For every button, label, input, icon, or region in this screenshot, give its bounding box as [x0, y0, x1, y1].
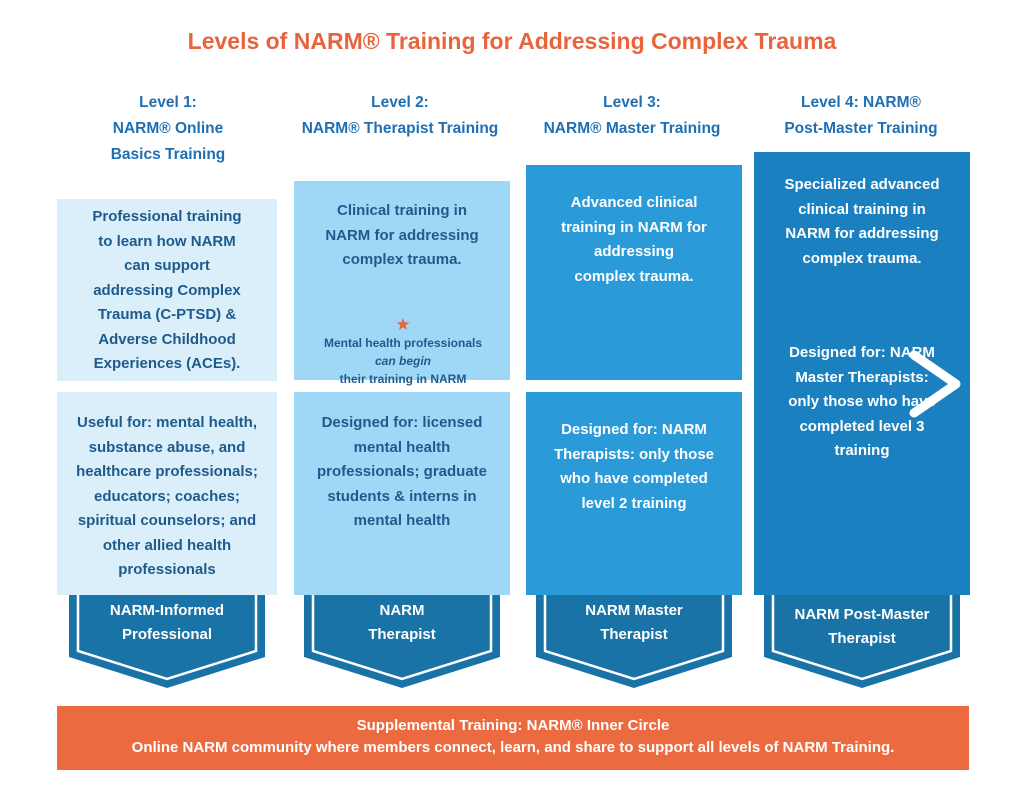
level-2-heading: Level 2: NARM® Therapist Training	[301, 94, 499, 137]
level-1-description: Professional training to learn how NARM can support addressing Complex Trauma (C-PTSD) & Adverse Childhood Experiences (ACEs).	[57, 199, 277, 381]
star-icon: ★	[395, 315, 411, 334]
level-1-badge: NARM-Informed Professional	[68, 595, 266, 689]
level-1-heading: Level 1: NARM® Online Basics Training	[110, 94, 226, 163]
level-2-note: ★ Mental health professionals can begin their training in NARM	[296, 316, 510, 406]
level-3-description: Advanced clinical training in NARM for addressing complex trauma.	[526, 165, 742, 380]
level-4-heading: Level 4: NARM® Post-Master Training	[784, 94, 938, 137]
level-1-audience: Useful for: mental health, substance abuse, and healthcare professionals; educators; coaches; spiritual counselors; and other allied health professionals	[57, 392, 277, 595]
right-arrow-icon	[904, 349, 964, 419]
level-2-description: Clinical training in NARM for addressing complex trauma.	[294, 181, 510, 380]
level-4-description: Specialized advanced clinical training in NARM for addressing complex trauma.	[784, 176, 940, 267]
level-3-badge: NARM Master Therapist	[535, 595, 733, 689]
footer-title: Supplemental Training: NARM® Inner Circle	[356, 717, 670, 734]
supplemental-training-banner	[57, 706, 969, 770]
footer-description: Online NARM community where members connect, learn, and share to support all levels of NARM Training.	[131, 739, 895, 756]
level-3-audience: Designed for: NARM Therapists: only those who have completed level 2 training	[526, 392, 742, 595]
level-3-heading: Level 3: NARM® Master Training	[543, 94, 721, 137]
level-4-badge: NARM Post-Master Therapist	[763, 595, 961, 689]
page-title: Levels of NARM® Training for Addressing Complex Trauma	[187, 28, 837, 54]
level-4-audience: Designed for: NARM Master Therapists: only those who have completed level 3 training	[788, 344, 936, 459]
level-2-badge: NARM Therapist	[303, 595, 501, 689]
level-2-audience: Designed for: licensed mental health professionals; graduate students & interns in mental health	[294, 392, 510, 595]
